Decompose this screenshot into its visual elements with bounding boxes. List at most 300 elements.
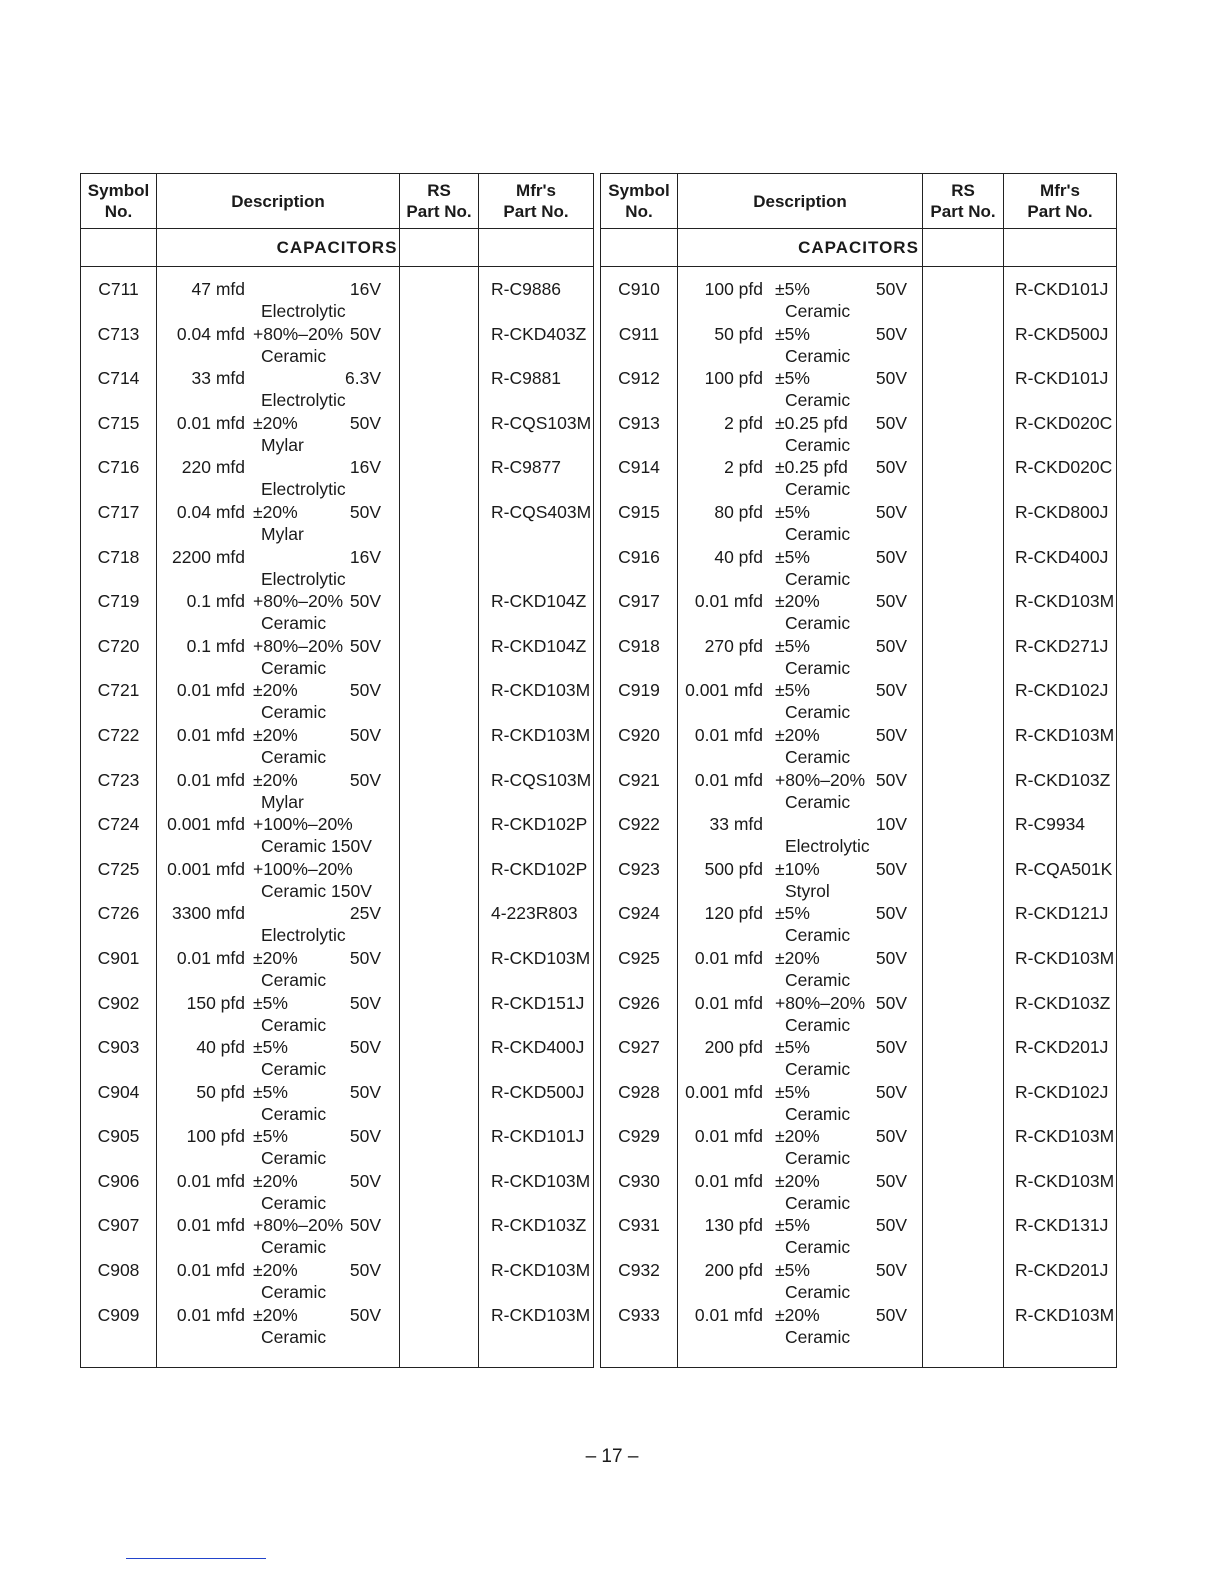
tolerance-cell: +100%–20% [253, 858, 353, 879]
value-cell: 120 pfd [704, 903, 763, 924]
mfr-part-cell: R-CKD103M [1015, 724, 1115, 745]
mfr-part-cell: R-CKD800J [1015, 501, 1109, 522]
symbol-cell: C902 [97, 992, 140, 1013]
tolerance-cell: ±5% [775, 903, 810, 924]
mfr-part-cell: R-CKD102J [1015, 1081, 1109, 1102]
symbol-cell: C915 [618, 501, 660, 522]
voltage-cell: 50V [875, 769, 907, 790]
value-cell: 100 pfd [704, 368, 763, 389]
symbol-cell: C919 [618, 680, 660, 701]
tolerance-cell: ±20% [253, 769, 298, 790]
type-cell: Ceramic [785, 657, 851, 678]
tolerance-cell: +100%–20% [253, 814, 353, 835]
header-rs-part-no: RS Part No. [930, 181, 996, 221]
type-cell: Electrolytic [261, 301, 346, 321]
symbol-cell: C920 [618, 724, 660, 745]
voltage-cell: 50V [349, 1081, 381, 1102]
voltage-cell: 50V [349, 501, 381, 522]
type-cell: Ceramic [261, 345, 327, 366]
mfr-part-cell: R-CKD400J [491, 1037, 585, 1058]
table-row [601, 1170, 1116, 1215]
mfr-part-cell: R-CKD131J [1015, 1215, 1109, 1236]
value-cell: 50 pfd [714, 323, 763, 344]
type-cell: Ceramic [261, 613, 327, 634]
value-cell: 0.01 mfd [176, 1215, 245, 1236]
voltage-cell: 50V [875, 591, 907, 612]
voltage-cell: 50V [349, 947, 381, 968]
tolerance-cell: ±20% [253, 947, 298, 968]
value-cell: 100 pfd [704, 279, 763, 299]
voltage-cell: 50V [875, 992, 907, 1013]
value-cell: 0.01 mfd [176, 724, 245, 745]
mfr-part-cell: R-CKD103M [491, 1304, 591, 1325]
table-row [81, 813, 593, 858]
symbol-cell: C722 [97, 724, 140, 745]
type-cell: Ceramic [785, 1014, 851, 1035]
symbol-cell: C905 [97, 1126, 140, 1147]
symbol-cell: C901 [97, 947, 140, 968]
voltage-cell: 50V [875, 1126, 907, 1147]
value-cell: 0.1 mfd [186, 635, 245, 656]
value-cell: 47 mfd [191, 279, 245, 299]
type-cell: Electrolytic [261, 925, 346, 946]
mfr-part-cell: R-CKD104Z [491, 591, 587, 612]
value-cell: 0.1 mfd [186, 591, 245, 612]
table-row [601, 1214, 1116, 1259]
symbol-cell: C924 [618, 903, 660, 924]
symbol-cell: C918 [618, 635, 660, 656]
parts-table-right [600, 173, 1117, 1368]
value-cell: 0.01 mfd [694, 724, 763, 745]
voltage-cell: 50V [349, 412, 381, 433]
type-cell: Ceramic [785, 1237, 851, 1258]
symbol-cell: C925 [618, 947, 660, 968]
tolerance-cell: ±0.25 pfd [775, 457, 848, 478]
symbol-cell: C725 [97, 858, 140, 879]
table-row [81, 902, 593, 947]
type-cell: Ceramic [261, 1103, 327, 1124]
mfr-part-cell: R-CKD020C [1015, 457, 1113, 478]
table-row [601, 278, 1116, 323]
mfr-part-cell: R-CKD103M [491, 1260, 591, 1281]
mfr-part-cell: R-CKD103Z [491, 1215, 587, 1236]
type-cell: Ceramic [785, 969, 851, 990]
tolerance-cell: ±5% [775, 1260, 810, 1281]
symbol-cell: C726 [97, 903, 140, 924]
table-row [81, 679, 593, 724]
symbol-cell: C904 [97, 1081, 140, 1102]
tolerance-cell: ±5% [775, 1037, 810, 1058]
table-row [81, 323, 593, 368]
tolerance-cell: ±20% [253, 1170, 298, 1191]
value-cell: 0.01 mfd [176, 1170, 245, 1191]
type-cell: Ceramic [785, 1326, 851, 1347]
tolerance-cell: ±20% [253, 724, 298, 745]
mfr-part-cell: R-CQS403M [491, 501, 592, 522]
type-cell: Ceramic [785, 434, 851, 455]
value-cell: 0.04 mfd [176, 501, 245, 522]
table-row [81, 590, 593, 635]
value-cell: 0.01 mfd [176, 1304, 245, 1325]
table-row [601, 1259, 1116, 1304]
voltage-cell: 50V [349, 1260, 381, 1281]
mfr-part-cell: R-CKD103Z [1015, 769, 1111, 790]
type-cell: Ceramic [261, 1237, 327, 1258]
table-row [601, 1125, 1116, 1170]
symbol-cell: C903 [97, 1037, 140, 1058]
tolerance-cell: +80%–20% [253, 635, 344, 656]
tolerance-cell: ±20% [775, 1170, 820, 1191]
mfr-part-cell: R-CQA501K [1015, 858, 1113, 879]
voltage-cell: 50V [875, 279, 907, 299]
mfr-part-cell: R-CKD103M [1015, 591, 1115, 612]
symbol-cell: C714 [97, 368, 140, 389]
symbol-cell: C922 [618, 814, 660, 835]
value-cell: 0.01 mfd [176, 1260, 245, 1281]
symbol-cell: C711 [98, 279, 139, 299]
table-row [81, 858, 593, 903]
symbol-cell: C717 [97, 501, 140, 522]
footer-rule [126, 1558, 266, 1559]
value-cell: 0.01 mfd [176, 769, 245, 790]
table-row [81, 501, 593, 546]
type-cell: Ceramic [785, 1059, 851, 1080]
type-cell: Ceramic [785, 791, 851, 812]
mfr-part-cell: R-CKD103M [1015, 947, 1115, 968]
tolerance-cell: ±5% [775, 1215, 810, 1236]
symbol-cell: C721 [97, 680, 140, 701]
voltage-cell: 50V [875, 1304, 907, 1325]
mfr-part-cell: R-CQS103M [491, 769, 592, 790]
header-divider [601, 228, 1116, 229]
value-cell: 3300 mfd [172, 903, 245, 924]
symbol-cell: C718 [97, 546, 140, 567]
table-row [81, 992, 593, 1037]
value-cell: 80 pfd [714, 501, 763, 522]
type-cell: Ceramic [261, 746, 327, 767]
value-cell: 2200 mfd [172, 546, 245, 567]
value-cell: 0.01 mfd [176, 680, 245, 701]
table-row [601, 501, 1116, 546]
mfr-part-cell: R-CKD103M [1015, 1170, 1115, 1191]
value-cell: 0.01 mfd [176, 412, 245, 433]
tolerance-cell: +80%–20% [253, 323, 344, 344]
type-cell: Ceramic [785, 390, 851, 411]
table-row [81, 1036, 593, 1081]
table-row [81, 769, 593, 814]
symbol-cell: C908 [97, 1260, 140, 1281]
symbol-cell: C715 [97, 412, 140, 433]
symbol-cell: C720 [97, 635, 140, 656]
type-cell: Styrol [785, 880, 830, 901]
parts-rows-right [601, 278, 1116, 1348]
voltage-cell: 50V [875, 368, 907, 389]
symbol-cell: C723 [97, 769, 140, 790]
value-cell: 2 pfd [724, 457, 763, 478]
mfr-part-cell: R-CKD103M [1015, 1126, 1115, 1147]
voltage-cell: 50V [875, 680, 907, 701]
value-cell: 50 pfd [196, 1081, 245, 1102]
header-divider [81, 228, 593, 229]
type-cell: Ceramic [785, 345, 851, 366]
tolerance-cell: +80%–20% [775, 992, 866, 1013]
value-cell: 40 pfd [196, 1037, 245, 1058]
type-cell: Electrolytic [261, 568, 346, 589]
voltage-cell: 50V [875, 1081, 907, 1102]
parts-rows-left [81, 278, 593, 1348]
voltage-cell: 50V [875, 412, 907, 433]
table-row [601, 635, 1116, 680]
value-cell: 130 pfd [704, 1215, 763, 1236]
header-description: Description [231, 191, 325, 211]
type-cell: Ceramic [785, 925, 851, 946]
type-cell: Electrolytic [261, 479, 346, 500]
value-cell: 200 pfd [704, 1037, 763, 1058]
section-title-capacitors: CAPACITORS [798, 238, 919, 257]
symbol-cell: C927 [618, 1037, 660, 1058]
type-cell: Ceramic [785, 301, 851, 321]
mfr-part-cell: R-CKD020C [1015, 412, 1113, 433]
tolerance-cell: ±5% [775, 279, 810, 299]
table-row [601, 1036, 1116, 1081]
voltage-cell: 50V [349, 1126, 381, 1147]
mfr-part-cell: R-CKD102J [1015, 680, 1109, 701]
table-row [601, 858, 1116, 903]
mfr-part-cell: R-CKD101J [491, 1126, 585, 1147]
value-cell: 0.001 mfd [167, 814, 245, 835]
mfr-part-cell: R-C9886 [491, 279, 562, 299]
table-row [81, 1081, 593, 1126]
symbol-cell: C926 [618, 992, 660, 1013]
type-cell: Ceramic [261, 1282, 327, 1303]
voltage-cell: 50V [875, 457, 907, 478]
voltage-cell: 50V [875, 1260, 907, 1281]
mfr-part-cell: R-CKD403Z [491, 323, 587, 344]
table-row [601, 367, 1116, 412]
value-cell: 2 pfd [724, 412, 763, 433]
symbol-cell: C909 [97, 1304, 140, 1325]
voltage-cell: 50V [875, 1170, 907, 1191]
type-cell: Ceramic [261, 1192, 327, 1213]
voltage-cell: 50V [875, 1037, 907, 1058]
header-symbol-no: Symbol No. [608, 181, 670, 221]
symbol-cell: C932 [618, 1260, 660, 1281]
header-symbol-no: Symbol No. [87, 181, 150, 221]
mfr-part-cell: R-C9881 [491, 368, 562, 389]
symbol-cell: C916 [618, 546, 660, 567]
symbol-cell: C724 [97, 814, 140, 835]
table-row [81, 1125, 593, 1170]
voltage-cell: 50V [875, 903, 907, 924]
symbol-cell: C716 [97, 457, 140, 478]
tolerance-cell: ±5% [775, 680, 810, 701]
symbol-cell: C931 [618, 1215, 660, 1236]
symbol-cell: C917 [618, 591, 660, 612]
voltage-cell: 50V [875, 858, 907, 879]
mfr-part-cell: R-CKD271J [1015, 635, 1109, 656]
table-row [601, 1304, 1116, 1349]
tolerance-cell: ±20% [253, 412, 298, 433]
voltage-cell: 50V [349, 992, 381, 1013]
tolerance-cell: ±20% [775, 591, 820, 612]
type-cell: Ceramic [261, 1326, 327, 1347]
table-row [601, 1081, 1116, 1126]
mfr-part-cell: R-CKD103M [491, 724, 591, 745]
voltage-cell: 50V [875, 1215, 907, 1236]
value-cell: 220 mfd [181, 457, 245, 478]
voltage-cell: 50V [349, 1304, 381, 1325]
type-cell: Electrolytic [261, 390, 346, 411]
value-cell: 270 pfd [704, 635, 763, 656]
symbol-cell: C913 [618, 412, 660, 433]
voltage-cell: 50V [875, 546, 907, 567]
symbol-cell: C914 [618, 457, 660, 478]
mfr-part-cell: R-CKD201J [1015, 1037, 1109, 1058]
header-rs-part-no: RS Part No. [406, 181, 472, 221]
table-row [81, 412, 593, 457]
table-row [601, 412, 1116, 457]
table-row [81, 1259, 593, 1304]
section-divider [81, 266, 593, 267]
value-cell: 0.001 mfd [167, 858, 245, 879]
table-row [81, 1214, 593, 1259]
tolerance-cell: ±10% [775, 858, 820, 879]
symbol-cell: C912 [618, 368, 660, 389]
symbol-cell: C911 [618, 323, 660, 344]
tolerance-cell: ±20% [775, 947, 820, 968]
voltage-cell: 50V [349, 1170, 381, 1191]
symbol-cell: C719 [97, 591, 140, 612]
type-cell: Ceramic [785, 1282, 851, 1303]
voltage-cell: 50V [875, 323, 907, 344]
type-cell: Ceramic [261, 1148, 327, 1169]
type-cell: Ceramic [261, 657, 327, 678]
parts-table-left [80, 173, 594, 1368]
mfr-part-cell: R-CKD201J [1015, 1260, 1109, 1281]
type-cell: Ceramic [785, 1103, 851, 1124]
voltage-cell: 6.3V [345, 368, 381, 389]
symbol-cell: C907 [97, 1215, 140, 1236]
table-row [601, 813, 1116, 858]
mfr-part-cell: R-C9877 [491, 457, 562, 478]
symbol-cell: C713 [97, 323, 140, 344]
tolerance-cell: +80%–20% [253, 591, 344, 612]
type-cell: Ceramic [785, 523, 851, 544]
tolerance-cell: ±20% [253, 501, 298, 522]
type-cell: Ceramic [261, 1059, 327, 1080]
mfr-part-cell: R-CKD102P [491, 858, 588, 879]
type-cell: Ceramic [261, 702, 327, 723]
voltage-cell: 50V [349, 680, 381, 701]
symbol-cell: C929 [618, 1126, 660, 1147]
value-cell: 0.01 mfd [694, 591, 763, 612]
tolerance-cell: ±5% [253, 1037, 288, 1058]
tolerance-cell: ±5% [775, 368, 810, 389]
table-row [601, 323, 1116, 368]
mfr-part-cell: R-CKD101J [1015, 368, 1109, 389]
table-row [601, 679, 1116, 724]
value-cell: 0.001 mfd [685, 1081, 763, 1102]
tolerance-cell: ±20% [253, 680, 298, 701]
table-row [601, 724, 1116, 769]
value-cell: 0.01 mfd [694, 769, 763, 790]
value-cell: 0.01 mfd [694, 947, 763, 968]
mfr-part-cell: R-CQS103M [491, 412, 592, 433]
value-cell: 0.01 mfd [694, 1304, 763, 1325]
header-mfr-part-no: Mfr's Part No. [503, 181, 569, 221]
type-cell: Mylar [261, 791, 304, 812]
mfr-part-cell: R-CKD101J [1015, 279, 1109, 299]
section-divider [601, 266, 1116, 267]
symbol-cell: C921 [618, 769, 660, 790]
type-cell: Ceramic [261, 969, 327, 990]
table-row [601, 546, 1116, 591]
symbol-cell: C923 [618, 858, 660, 879]
type-cell: Ceramic [785, 1148, 851, 1169]
mfr-part-cell: R-CKD151J [491, 992, 585, 1013]
value-cell: 0.01 mfd [694, 1126, 763, 1147]
mfr-part-cell: R-CKD500J [491, 1081, 585, 1102]
value-cell: 0.01 mfd [694, 1170, 763, 1191]
tolerance-cell: +80%–20% [775, 769, 866, 790]
mfr-part-cell: R-CKD104Z [491, 635, 587, 656]
header-mfr-part-no: Mfr's Part No. [1027, 181, 1093, 221]
table-row [601, 902, 1116, 947]
voltage-cell: 50V [349, 1037, 381, 1058]
table-row [81, 456, 593, 501]
header-description: Description [753, 191, 847, 211]
type-cell: Ceramic [785, 702, 851, 723]
voltage-cell: 50V [349, 769, 381, 790]
tolerance-cell: ±5% [775, 501, 810, 522]
voltage-cell: 50V [349, 591, 381, 612]
tolerance-cell: ±0.25 pfd [775, 412, 848, 433]
value-cell: 33 mfd [191, 368, 245, 389]
tolerance-cell: ±5% [775, 1081, 810, 1102]
value-cell: 150 pfd [186, 992, 245, 1013]
voltage-cell: 16V [349, 279, 381, 299]
mfr-part-cell: R-CKD103M [491, 1170, 591, 1191]
table-row [81, 1304, 593, 1349]
mfr-part-cell: R-C9934 [1015, 814, 1086, 835]
voltage-cell: 50V [349, 724, 381, 745]
type-cell: Ceramic [785, 613, 851, 634]
table-row [81, 724, 593, 769]
voltage-cell: 50V [875, 635, 907, 656]
section-title-capacitors: CAPACITORS [276, 238, 398, 257]
symbol-cell: C928 [618, 1081, 660, 1102]
type-cell: Mylar [261, 523, 304, 544]
voltage-cell: 50V [349, 1215, 381, 1236]
symbol-cell: C910 [618, 279, 660, 299]
voltage-cell: 16V [349, 546, 381, 567]
value-cell: 500 pfd [704, 858, 763, 879]
table-row [601, 769, 1116, 814]
table-row [601, 992, 1116, 1037]
tolerance-cell: ±20% [253, 1260, 298, 1281]
type-cell: Ceramic 150V [261, 880, 372, 901]
value-cell: 40 pfd [714, 546, 763, 567]
type-cell: Ceramic 150V [261, 836, 372, 857]
mfr-part-cell: R-CKD103M [1015, 1304, 1115, 1325]
value-cell: 0.001 mfd [685, 680, 763, 701]
mfr-part-cell: R-CKD102P [491, 814, 588, 835]
voltage-cell: 10V [875, 814, 907, 835]
type-cell: Ceramic [785, 568, 851, 589]
voltage-cell: 16V [349, 457, 381, 478]
table-row [81, 546, 593, 591]
voltage-cell: 50V [349, 635, 381, 656]
